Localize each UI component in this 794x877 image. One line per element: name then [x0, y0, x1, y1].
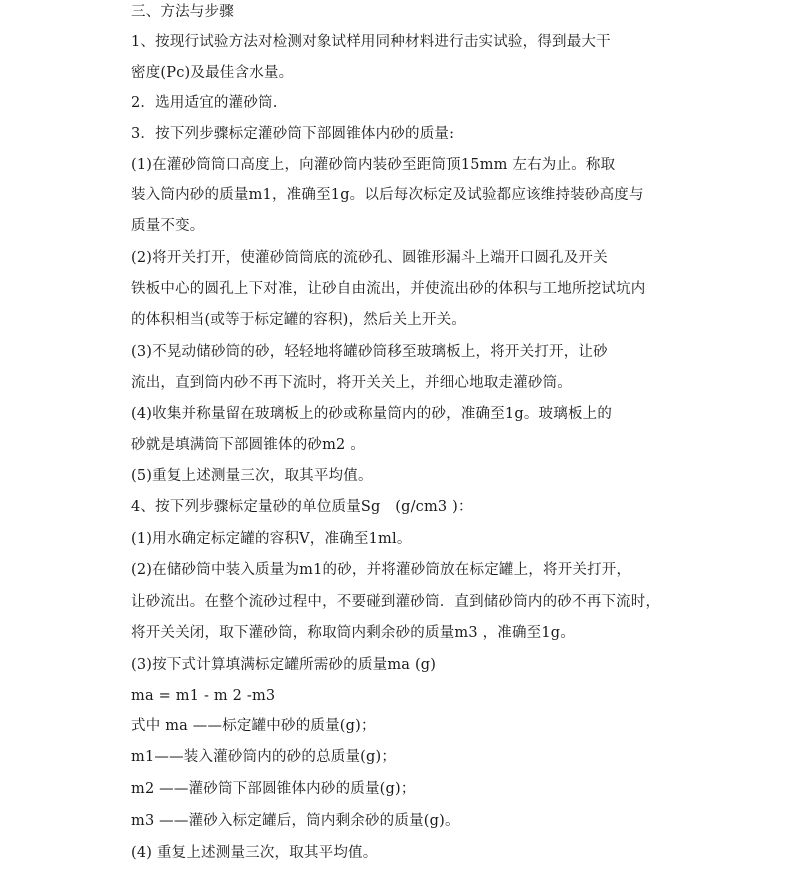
text-line: 2．选用适宜的灌砂筒. — [131, 95, 278, 111]
text-line: 密度(Pc)及最佳含水量。 — [131, 65, 294, 81]
text-line: 将开关关闭，取下灌砂筒，称取筒内剩余砂的质量m3 ，准确至1g。 — [131, 625, 575, 641]
text-line: 流出，直到筒内砂不再下流时，将开关关上，并细心地取走灌砂筒。 — [131, 375, 572, 391]
text-line: 4、按下列步骤标定量砂的单位质量Sg (g/cm3 )： — [131, 499, 473, 515]
text-line: 质量不变。 — [131, 218, 205, 234]
text-line: 铁板中心的圆孔上下对准，让砂自由流出，并使流出砂的体积与工地所挖试坑内 — [131, 281, 646, 297]
text-line: (3)按下式计算填满标定罐所需砂的质量ma (g) — [131, 657, 437, 673]
text-line: (1)在灌砂筒筒口高度上，向灌砂筒内装砂至距筒顶15mm 左右为止。称取 — [131, 157, 616, 173]
text-line: (5)重复上述测量三次，取其平均值。 — [131, 468, 373, 484]
text-line: 装入筒内砂的质量m1，准确至1g。以后每次标定及试验都应该维持装砂高度与 — [131, 187, 644, 203]
text-line: (4)收集并称量留在玻璃板上的砂或称量筒内的砂，准确至1g。玻璃板上的 — [131, 406, 613, 422]
text-line: 式中 ma ——标定罐中砂的质量(g)； — [131, 718, 376, 734]
text-line: 砂就是填满筒下部圆锥体的砂m2 。 — [131, 437, 365, 453]
text-line: m2 ——灌砂筒下部圆锥体内砂的质量(g)； — [131, 781, 416, 797]
section-heading: 三、方法与步骤 — [131, 4, 234, 20]
text-line: m3 ——灌砂入标定罐后，筒内剩余砂的质量(g)。 — [131, 813, 460, 829]
text-line: 1、按现行试验方法对检测对象试样用同种材料进行击实试验，得到最大干 — [131, 34, 611, 50]
text-line: (2)在储砂筒中装入质量为m1的砂，并将灌砂筒放在标定罐上，将开关打开， — [131, 562, 632, 578]
text-line: m1——装入灌砂筒内的砂的总质量(g)； — [131, 749, 397, 765]
formula-line: ma = m1 - m 2 -m3 — [131, 688, 276, 704]
text-line: 让砂流出。在整个流砂过程中，不要碰到灌砂筒．直到储砂筒内的砂不再下流时， — [131, 594, 661, 610]
text-line: 的体积相当(或等于标定罐的容积)，然后关上开关。 — [131, 312, 467, 328]
text-line: (3)不晃动储砂筒的砂，轻轻地将罐砂筒移至玻璃板上，将开关打开，让砂 — [131, 344, 608, 360]
text-line: (2)将开关打开，使灌砂筒筒底的流砂孔、圆锥形漏斗上端开口圆孔及开关 — [131, 250, 608, 266]
text-line: (4) 重复上述测量三次，取其平均值。 — [131, 845, 378, 861]
text-line: (1)用水确定标定罐的容积V，准确至1ml。 — [131, 531, 412, 547]
text-line: 3．按下列步骤标定灌砂筒下部圆锥体内砂的质量: — [131, 126, 455, 142]
